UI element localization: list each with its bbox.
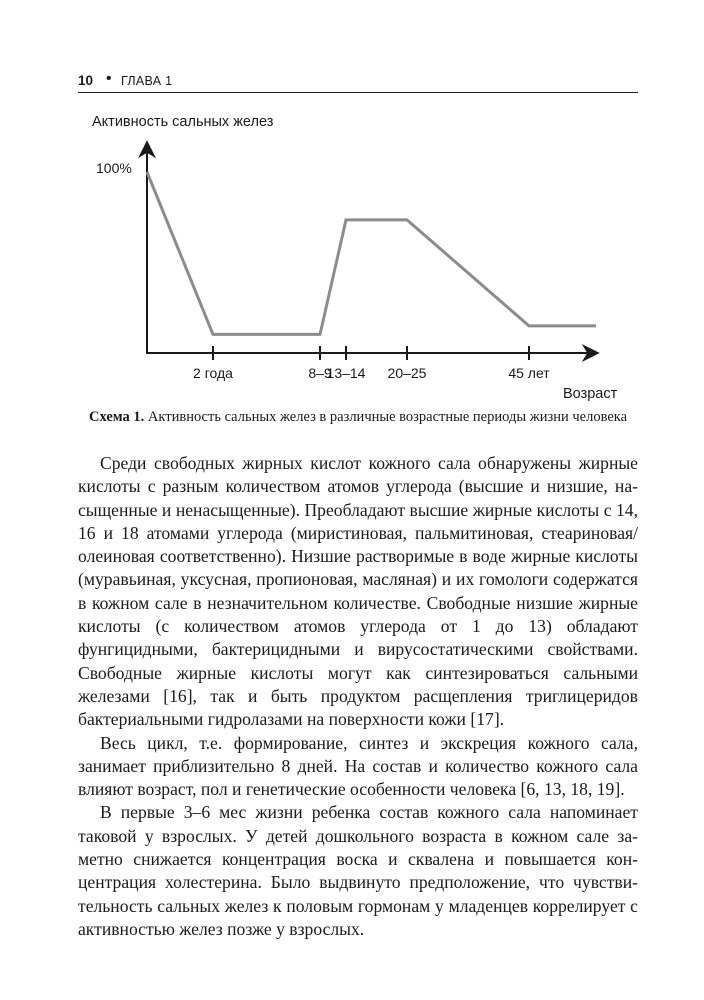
chapter-title: ГЛАВА 1 — [121, 74, 173, 88]
x-tick-label: 45 лет — [508, 365, 550, 381]
y-tick-label-100: 100% — [96, 160, 132, 176]
paragraph: Среди свободных жирных кислот кожного сала обнаружены жирные кислоты с разным количеством атомов углерода (высшие и низшие, насыщенные и ненасыщенные). Преобладают высшие жирные кислоты с 14, 16 и 18 атомами углерода (миристиновая, пальмитиновая, стеариновая/олеиновая соответственно). Низшие растворимые в воде жирные кислоты (муравьиная, уксусная, пропионовая, масляная) и их гомологи содержатся в кожном сале в незначительном количестве. Свободные низшие жирные кислоты (с количеством атомов углерода от 1 до 13) обладают фунгицидными, бактерицидными и вирусостатическими свойствами. Свободные жирные кислоты могут как синтезироваться сальными железами [16], так и быть продуктом расщепления триглицеридов бактериальными гидролазами на поверхности кожи [17]. — [78, 453, 638, 730]
activity-chart — [0, 100, 704, 405]
paragraph: Весь цикл, т.е. формирование, синтез и экскреция кожного сала, занимает приблизительно 8 дней. На состав и количество кожного сала влияют возраст, пол и генетические особенности человека [6, 13, 18, 19]. — [78, 732, 638, 800]
paragraph: В первые 3–6 мес жизни ребенка состав кожного сала напоминает таковой у взрослых. У детей дошкольного возраста в кожном сале заметно снижается концентрация воска и сквалена и повышается концентрация холестерина. Было выдвинуто предположение, что чувствительность сальных желез к половым гормонам у младенцев коррелирует с активностью желез позже у взрослых. — [78, 802, 638, 939]
y-axis-label: Активность сальных желез — [92, 114, 274, 130]
x-tick-label: 2 года — [193, 365, 233, 381]
header-bullet: • — [106, 70, 112, 87]
figure-caption — [78, 409, 638, 426]
running-header — [78, 70, 638, 92]
x-axis-label: Возраст — [563, 386, 618, 402]
header-rule — [78, 92, 638, 93]
x-tick-label: 20–25 — [387, 365, 427, 381]
activity-series-line — [147, 172, 596, 334]
x-tick-label: 8–9 — [308, 365, 332, 381]
page-number: 10 — [78, 73, 94, 88]
x-tick-label: 13–14 — [326, 365, 366, 381]
body-text — [78, 452, 638, 941]
caption-text: Активность сальных желез в различные возрастные периоды жизни человека — [147, 409, 628, 425]
caption-label: Схема 1. — [88, 409, 145, 425]
